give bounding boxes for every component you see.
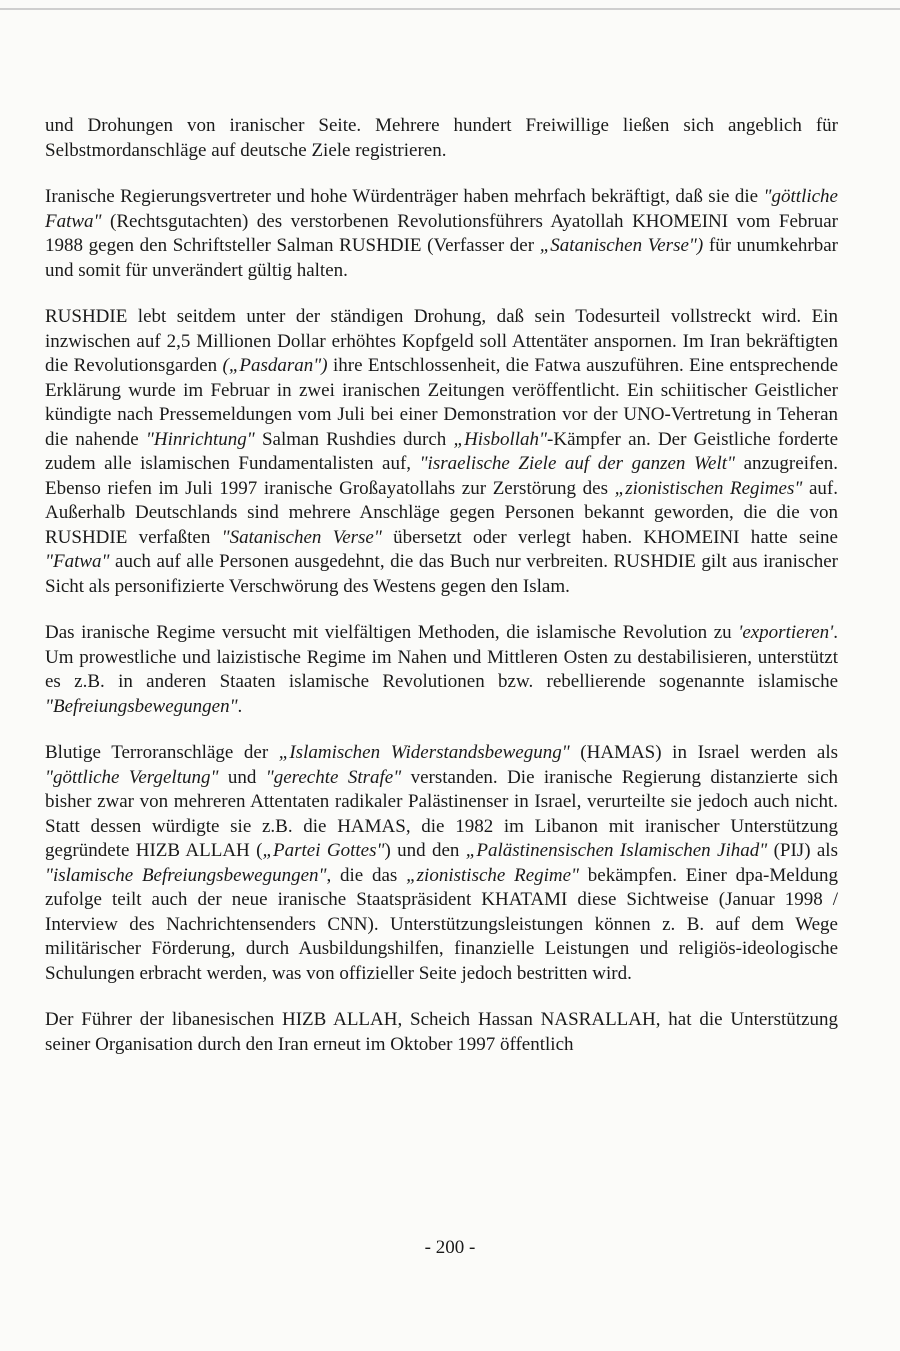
italic-phrase: "Fatwa" xyxy=(45,551,110,572)
italic-phrase: "göttliche Vergeltung" xyxy=(45,766,219,788)
text-run: ihre Entschlossenheit, die Fatwa auszuführen. Eine entsprechende Erklärung wurde im Februar in zwei iranischen Zeitungen veröffentlicht. Ein schiitischer Geistlicher kündigte nach Pressemeldungen vom Juli bei einer Demonstration vor der UNO-Vertretung in Teheran die nahende xyxy=(45,355,839,450)
italic-phrase: („Pasdaran") xyxy=(222,355,328,376)
body-paragraph xyxy=(45,185,838,283)
text-run: und Drohungen von iranischer Seite. Mehrere hundert Freiwillige ließen sich angeblich für Selbstmordanschläge auf deutsche Ziele registrieren. xyxy=(45,115,838,161)
body-paragraph xyxy=(45,305,838,599)
italic-phrase: "israelische Ziele auf der ganzen Welt" xyxy=(419,453,736,474)
italic-phrase: „Palästinensischen Islamischen Jihad" xyxy=(465,840,768,861)
text-run: Das iranische Regime versucht mit vielfältigen Methoden, die islamische Revolution zu xyxy=(45,622,739,643)
text-run: ) und den xyxy=(384,840,466,861)
body-paragraph xyxy=(45,1008,838,1057)
text-run: (HAMAS) in Israel werden als xyxy=(569,742,838,763)
text-run: Blutige Terroranschläge der xyxy=(45,742,279,763)
text-run: anzugreifen. Ebenso riefen im Juli 1997 iranische Großayatollahs zur Zerstörung des xyxy=(45,453,838,499)
text-run: auf. Außerhalb Deutschlands sind mehrere Anschläge gegen Personen bekannt geworden, die die von RUSHDIE verfaßten xyxy=(45,477,838,548)
text-run: Salman Rushdies durch xyxy=(254,428,454,450)
italic-phrase: „Hisbollah" xyxy=(453,428,548,450)
top-border-rule xyxy=(0,8,900,10)
italic-phrase: "Hinrichtung" xyxy=(145,428,255,450)
text-run: für unumkehrbar und somit für unverändert gültig halten. xyxy=(45,235,838,281)
text-run: . xyxy=(237,695,243,717)
text-run: auch auf alle Personen ausgedehnt, die das Buch nur verbreiten. RUSHDIE gilt aus iranischer Sicht als personifizierte Verschwörung des Westens gegen den Islam. xyxy=(45,551,838,597)
text-run: (PIJ) als xyxy=(767,840,838,861)
italic-phrase: "Satanischen Verse" xyxy=(221,526,382,548)
italic-phrase: "islamische Befreiungsbewegungen" xyxy=(45,864,327,886)
text-run: . Um prowestliche und laizistische Regime im Nahen und Mittleren Osten zu destabilisieren, unterstützt es z.B. in anderen Staaten islamische Revolutionen bzw. rebellierende sogenannte islamische xyxy=(45,622,838,692)
text-run: , die das xyxy=(326,864,407,886)
text-run: übersetzt oder verlegt haben. KHOMEINI hatte seine xyxy=(381,526,838,548)
body-paragraph xyxy=(45,114,838,163)
text-run: Iranische Regierungsvertreter und hohe Würdenträger haben mehrfach bekräftigt, daß sie die xyxy=(45,186,764,207)
italic-phrase: „zionistischen Regimes" xyxy=(614,477,803,499)
body-paragraph xyxy=(45,621,838,719)
italic-phrase: "gerechte Strafe" xyxy=(265,766,402,788)
text-run: -Kämpfer an. Der Geistliche forderte zudem alle islamischen Fundamentalisten auf, xyxy=(45,428,838,474)
page-body-text xyxy=(45,114,838,1079)
text-run: verstanden. Die iranische Regierung distanzierte sich bisher zwar von mehreren Attentaten radikaler Palästinenser in Israel, verurteilte sie jedoch auch nicht. Statt dessen würdigte sie z.B. die HAMAS, die 1982 im Libanon mit iranischer Unterstützung gegründete HIZB ALLAH ( xyxy=(45,766,838,861)
italic-phrase: „Partei Gottes" xyxy=(262,840,385,861)
text-run: bekämpfen. Einer dpa-Meldung zufolge teilt auch der neue iranische Staatspräsident KHATAMI diese Sichtweise (Januar 1998 / Interview des Nachrichtensenders CNN). Unterstützungsleistungen können z. B. auf dem Wege militärischer Förderung, durch Ausbildungshilfen, finanzielle Leistungen und religiös-ideologische Schulungen erbracht werden, was von offizieller Seite jedoch bestritten wird. xyxy=(45,864,838,984)
italic-phrase: „Satanischen Verse") xyxy=(539,235,704,256)
text-run: und xyxy=(218,766,266,788)
italic-phrase: „zionistische Regime" xyxy=(406,864,580,886)
text-run: Der Führer der libanesischen HIZB ALLAH, Scheich Hassan NASRALLAH, hat die Unterstützung seiner Organisation durch den Iran erneut im Oktober 1997 öffentlich xyxy=(45,1009,838,1055)
text-run: (Rechtsgutachten) des verstorbenen Revolutionsführers Ayatollah KHOMEINI vom Februar 1988 gegen den Schriftsteller Salman RUSHDIE (Verfasser der xyxy=(45,210,838,256)
italic-phrase: 'exportieren' xyxy=(738,622,834,643)
italic-phrase: "Befreiungsbewegungen" xyxy=(45,695,238,717)
body-paragraph xyxy=(45,741,838,986)
page-number: - 200 - xyxy=(424,1237,476,1258)
italic-phrase: „Islamischen Widerstandsbewegung" xyxy=(278,742,570,763)
italic-phrase: "göttliche Fatwa" xyxy=(45,186,838,232)
text-run: RUSHDIE lebt seitdem unter der ständigen Drohung, daß sein Todesurteil vollstreckt wird. Ein inzwischen auf 2,5 Millionen Dollar erhöhtes Kopfgeld soll Attentäter anspornen. Im Iran bekräftigten die Revolutionsgarden xyxy=(45,306,838,376)
